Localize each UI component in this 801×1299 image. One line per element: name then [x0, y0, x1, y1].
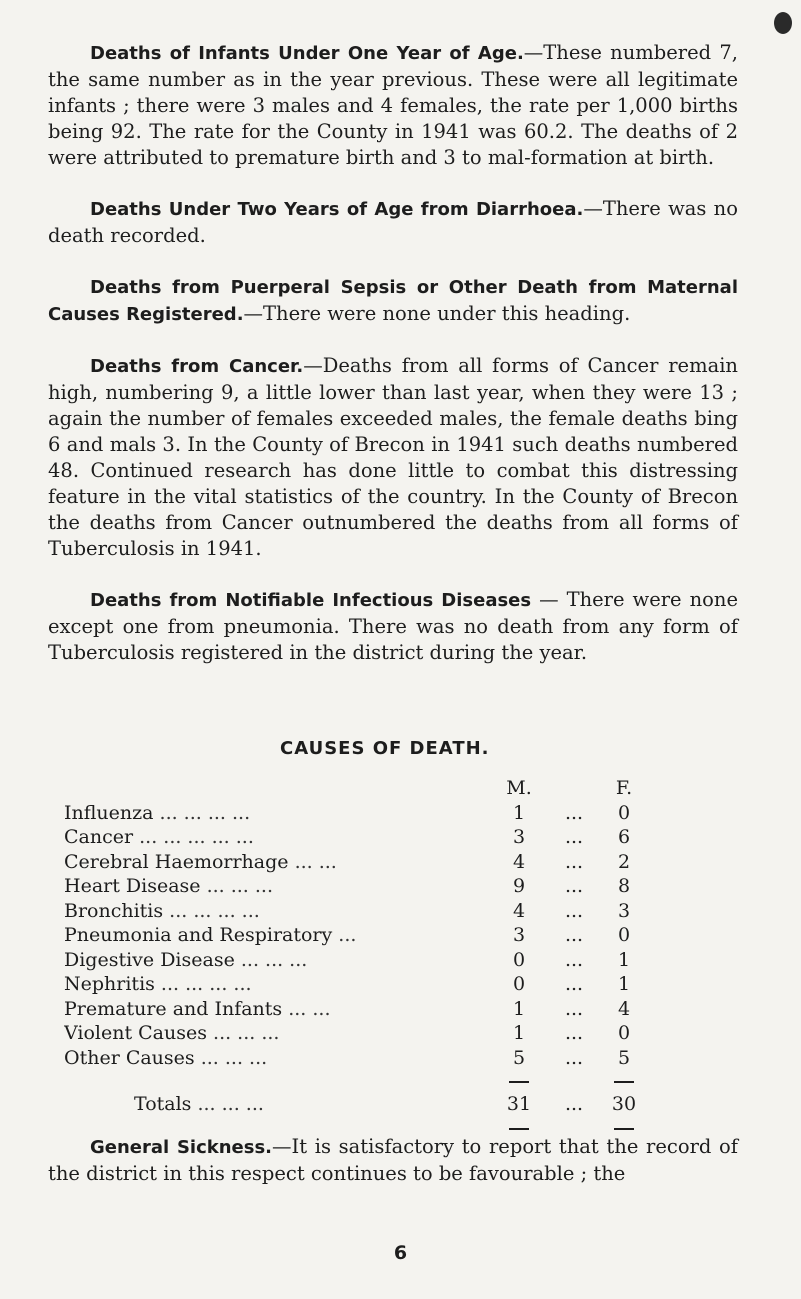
table-row — [64, 801, 644, 826]
leader-dots: ... ... ... — [194, 1046, 268, 1069]
corner-ink-mark — [774, 12, 792, 34]
cause-label: Premature and Infants — [64, 997, 283, 1020]
paragraph-diarrhoea-deaths — [48, 196, 738, 249]
males-count: 3 — [512, 924, 526, 947]
cause-label: Digestive Disease — [64, 948, 235, 971]
males-count: 5 — [512, 1046, 526, 1069]
males-count: 4 — [512, 850, 526, 873]
females-count: 8 — [617, 875, 631, 898]
females-count: 0 — [617, 801, 631, 824]
paragraph-heading: Deaths from Notifiable Infectious Diseases — [90, 590, 532, 611]
leader-dots: ... ... ... ... — [163, 899, 260, 922]
table-row — [64, 899, 644, 924]
cause-label: Heart Disease — [64, 875, 201, 898]
cause-label: Pneumonia and Respiratory — [64, 924, 333, 947]
paragraph-heading: Deaths from Cancer. — [90, 356, 304, 377]
totals-row — [64, 1092, 644, 1117]
males-count: 1 — [512, 1022, 526, 1045]
leader-dots: ... ... — [282, 997, 331, 1020]
females-count: 1 — [617, 948, 631, 971]
females-count: 4 — [617, 997, 631, 1020]
table-row — [64, 997, 644, 1022]
females-count: 5 — [617, 1046, 631, 1069]
table-row — [64, 1046, 644, 1071]
leader-dots: ... — [332, 924, 357, 947]
row-separator: ... — [564, 973, 584, 996]
leader-dots: ... ... ... — [200, 875, 274, 898]
cause-label: Other Causes — [64, 1046, 195, 1069]
cause-label: Cancer — [64, 826, 134, 849]
totals-label: Totals — [134, 1093, 192, 1116]
females-count: 2 — [617, 850, 631, 873]
table-rule — [64, 1070, 644, 1092]
row-separator: ... — [564, 1022, 584, 1045]
paragraph-cancer-deaths — [48, 353, 738, 562]
males-count: 0 — [512, 973, 526, 996]
males-count: 0 — [512, 948, 526, 971]
column-header-males: M. — [506, 777, 532, 800]
general-sickness-section — [48, 1134, 738, 1187]
leader-dots: ... ... ... ... — [154, 973, 252, 996]
females-count: 6 — [617, 826, 631, 849]
paragraph-maternal-deaths — [48, 274, 738, 328]
table-row — [64, 948, 644, 973]
leader-dots: ... ... ... — [234, 948, 308, 971]
paragraph-heading: Deaths Under Two Years of Age from Diarrhoea. — [90, 199, 584, 220]
row-separator: ... — [564, 997, 584, 1020]
paragraph-heading: Deaths from Puerperal Sepsis or Other Death from Maternal Causes Registered. — [48, 277, 738, 325]
causes-of-death-table — [64, 776, 644, 1139]
females-count: 1 — [617, 973, 631, 996]
cause-label: Violent Causes — [64, 1022, 207, 1045]
paragraph-heading: Deaths of Infants Under One Year of Age. — [90, 43, 524, 64]
paragraph-text: —There were none under this heading. — [243, 302, 631, 325]
leader-dots: ... ... ... ... — [153, 801, 251, 824]
page-number: 6 — [393, 1242, 408, 1264]
females-count: 0 — [617, 1022, 631, 1045]
males-count: 3 — [512, 826, 526, 849]
males-count: 4 — [512, 899, 526, 922]
table-row — [64, 825, 644, 850]
table-header-row — [64, 776, 644, 801]
females-count: 3 — [617, 899, 631, 922]
leader-dots: ... ... ... ... ... — [133, 826, 254, 849]
paragraph-infectious-deaths — [48, 587, 738, 666]
cause-label: Influenza — [64, 801, 154, 824]
paragraph-text: —It is satisfactory to report that the record of the district in this respect continues to be favourable ; the — [48, 1135, 739, 1185]
paragraph-text: — There were none except one from pneumonia. There was no death from any form of Tuberculosis registered in the district during the year. — [48, 588, 738, 664]
row-separator: ... — [564, 1093, 584, 1116]
leader-dots: ... ... ... — [191, 1093, 264, 1116]
table-row — [64, 1021, 644, 1046]
row-separator: ... — [564, 1046, 584, 1069]
row-separator: ... — [564, 875, 584, 898]
males-count: 1 — [512, 801, 526, 824]
paragraph-infant-deaths — [48, 40, 738, 171]
row-separator: ... — [564, 850, 584, 873]
males-count: 1 — [512, 997, 526, 1020]
row-separator: ... — [564, 801, 584, 824]
paragraph-general-sickness — [48, 1134, 738, 1187]
row-separator: ... — [564, 924, 584, 947]
table-row — [64, 874, 644, 899]
causes-of-death-title: CAUSES OF DEATH. — [280, 738, 490, 759]
row-separator: ... — [564, 948, 584, 971]
row-separator: ... — [564, 899, 584, 922]
cause-label: Bronchitis — [64, 899, 164, 922]
females-count: 0 — [617, 924, 631, 947]
row-separator: ... — [564, 826, 584, 849]
leader-dots: ... ... ... — [206, 1022, 280, 1045]
leader-dots: ... ... — [288, 850, 337, 873]
paragraph-text: —There was no death recorded. — [48, 197, 738, 247]
paragraph-text: —These numbered 7, the same number as in the year previous. These were all legitimate infants ; there were 3 males and 4 females, the rate per 1,000 births being 92. The rate for the County in 1941 was 60.2. The deaths of 2 were attributed to premature birth and 3 to mal-formation at birth. — [48, 41, 738, 169]
cause-label: Cerebral Haemorrhage — [64, 850, 289, 873]
paragraph-heading: General Sickness. — [90, 1137, 273, 1158]
table-row — [64, 972, 644, 997]
males-count: 9 — [512, 875, 526, 898]
totals-females: 30 — [611, 1093, 637, 1116]
column-header-females: F. — [615, 777, 633, 800]
totals-males: 31 — [506, 1093, 532, 1116]
paragraph-text: —Deaths from all forms of Cancer remain high, numbering 9, a little lower than last year, when they were 13 ; again the number of females exceeded males, the female deaths bing 6 and mals 3. In the County of Brecon in 1941 such deaths numbered 48. Continued research has done little to combat this distressing feature in the vital statistics of the country. In the County of Brecon the deaths from Cancer outnumbered the deaths from all forms of Tuberculosis in 1941. — [48, 354, 738, 560]
document-body — [48, 40, 738, 666]
table-row — [64, 923, 644, 948]
table-row — [64, 850, 644, 875]
cause-label: Nephritis — [64, 973, 155, 996]
